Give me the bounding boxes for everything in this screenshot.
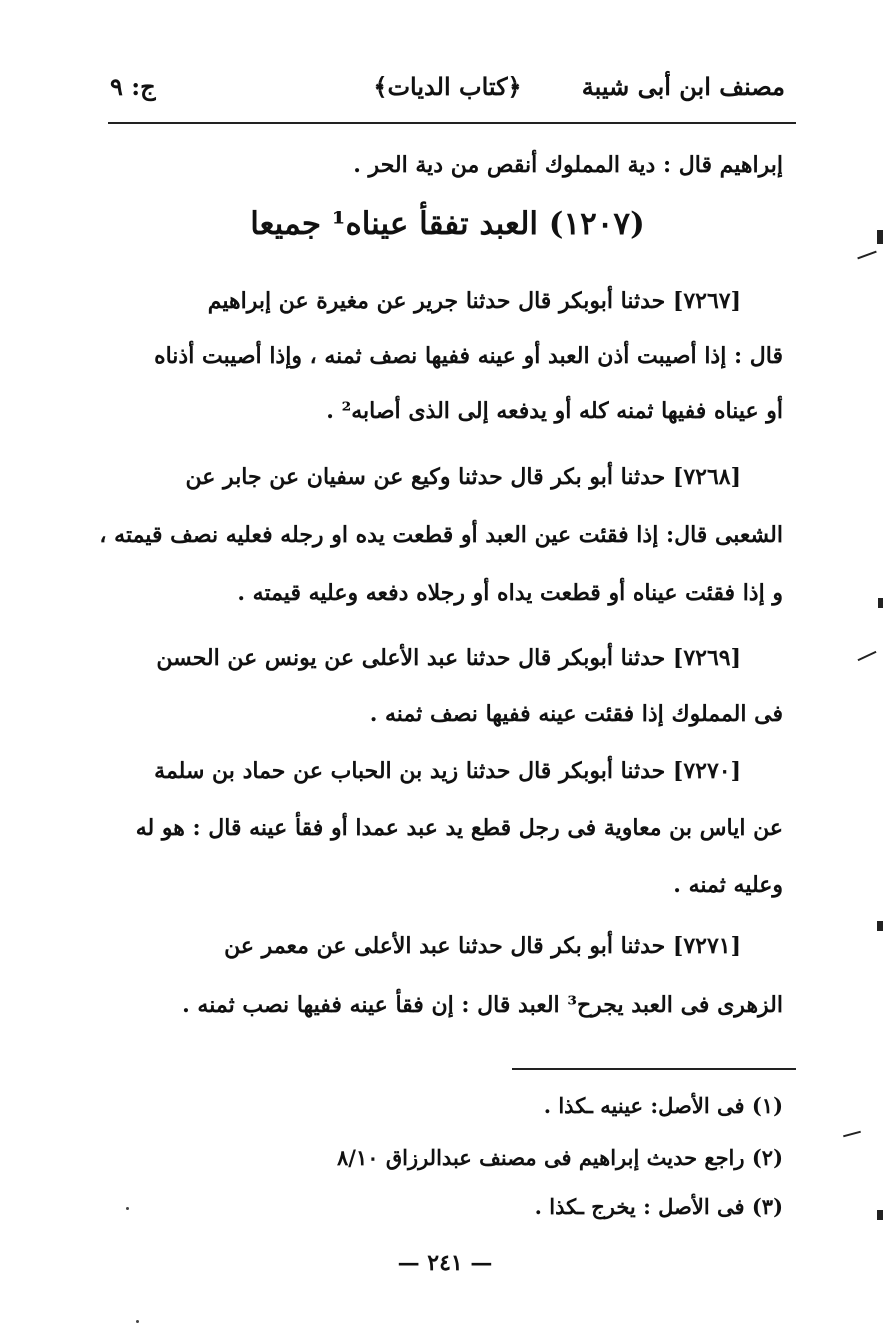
- footnote: (٣) فى الأصل : يخرج ـكذا .: [534, 1194, 783, 1219]
- scan-speck: [126, 1207, 129, 1210]
- opening-line: إبراهيم قال : دية المملوك أنقص من دية الحر .: [353, 152, 783, 178]
- paragraph-line: الزهرى فى العبد يجرح³ العبد قال : إن فقأ عينه ففيها نصب ثمنه .: [182, 992, 783, 1018]
- footnote: (٢) راجع حديث إبراهيم فى مصنف عبدالرزاق ٨/١٠: [337, 1145, 783, 1170]
- scan-speck: [136, 1320, 139, 1323]
- paragraph-line: وعليه ثمنه .: [673, 872, 783, 898]
- running-header: [110, 72, 785, 116]
- paragraph-line: [٧٢٦٧] حدثنا أبوبكر قال حدثنا جرير عن مغيرة عن إبراهيم: [207, 288, 741, 314]
- paragraph-line: [٧٢٧٠] حدثنا أبوبكر قال حدثنا زيد بن الحباب عن حماد بن سلمة: [154, 758, 741, 784]
- paragraph-line: [٧٢٦٨] حدثنا أبو بكر قال حدثنا وكيع عن سفيان عن جابر عن: [185, 464, 741, 490]
- chapter-title: ﴿كتاب الديات﴾: [373, 72, 522, 101]
- scan-mark: [877, 921, 883, 931]
- paragraph-line: عن اياس بن معاوية فى رجل قطع يد عبد عمدا أو فقأ عينه قال : هو له: [135, 815, 783, 841]
- paragraph-line: الشعبى قال: إذا فقئت عين العبد أو قطعت يده او رجله فعليه نصف قيمته ،: [99, 522, 783, 548]
- footnote: (١) فى الأصل: عينيه ـكذا .: [543, 1093, 783, 1118]
- section-heading: (١٢٠٧) العبد تفقأ عيناه¹ جميعا: [250, 206, 645, 242]
- paragraph-line: أو عيناه ففيها ثمنه كله أو يدفعه إلى الذى أصابه² .: [326, 398, 783, 424]
- paragraph-line: فى المملوك إذا فقئت عينه ففيها نصف ثمنه .: [369, 701, 783, 727]
- scan-mark: [843, 1131, 861, 1138]
- footnote-divider: [512, 1068, 796, 1070]
- scan-mark: [858, 651, 877, 661]
- book-title: مصنف ابن أبى شيبة: [581, 72, 785, 101]
- scan-mark: [877, 1210, 883, 1220]
- paragraph-line: قال : إذا أصيبت أذن العبد أو عينه ففيها نصف ثمنه ، وإذا أصيبت أذناه: [154, 343, 783, 369]
- header-divider: [108, 122, 796, 124]
- paragraph-line: و إذا فقئت عيناه أو قطعت يداه أو رجلاه دفعه وعليه قيمته .: [237, 580, 783, 606]
- scan-mark: [857, 251, 876, 260]
- scan-mark: [877, 230, 883, 244]
- scan-mark: [878, 598, 883, 608]
- paragraph-line: [٧٢٧١] حدثنا أبو بكر قال حدثنا عبد الأعلى عن معمر عن: [224, 933, 741, 959]
- paragraph-line: [٧٢٦٩] حدثنا أبوبكر قال حدثنا عبد الأعلى عن يونس عن الحسن: [156, 645, 741, 671]
- volume-number: ج: ٩: [110, 72, 156, 101]
- page-number: — ٢٤١ —: [397, 1250, 493, 1276]
